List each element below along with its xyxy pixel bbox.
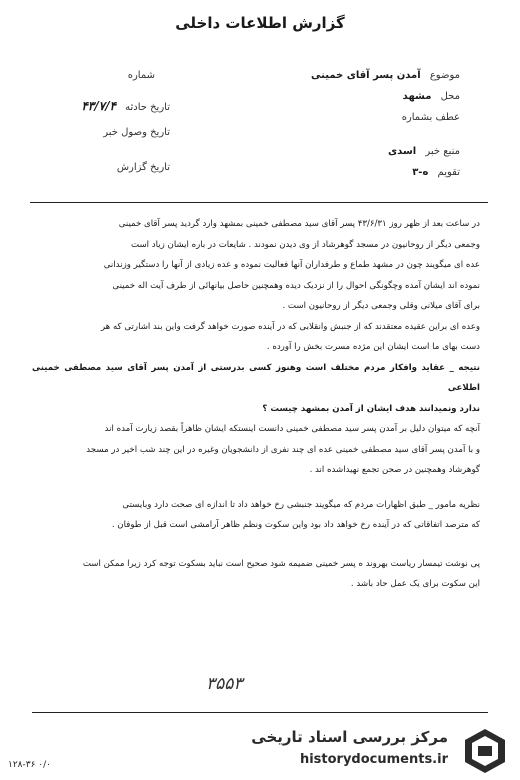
- source-value: اسدی: [388, 146, 417, 157]
- body-line: نتیجه _ عقاید وافکار مردم مختلف است وهنوز کسی بدرستی از آمدن پسر آقای سید مصطفی خمینی اطلاعی: [32, 362, 480, 393]
- place-label: محل: [440, 91, 460, 102]
- place-value: مشهد: [402, 91, 432, 102]
- archive-logo-icon: [460, 726, 510, 776]
- body-line: عده ای میگویند چون در مشهد طماع و طرفداران آنها فعالیت نموده و عده زیادی از آنها را دستگیر وزندانی: [103, 260, 480, 270]
- received-date-field: [103, 127, 170, 138]
- source-field: [388, 146, 460, 157]
- body-line: وعده ای براین عقیده معتقدند که از جنبش وانقلابی که در آینده صورت خواهد گرفت واین بند اشارتی که هر: [100, 321, 480, 332]
- watermark-title: مرکز بررسی اسناد تاریخی: [251, 728, 448, 746]
- paragraph-5: [32, 495, 480, 536]
- handwritten-number: ۳۵۵۳: [206, 674, 243, 694]
- number-field: [128, 70, 155, 81]
- subject-label: موضوع: [429, 70, 460, 81]
- report-date-field: [117, 162, 170, 173]
- body-line: در ساعت بعد از ظهر روز ۴۳/۶/۳۱ پسر آقای سید مصطفی خمینی بمشهد وارد گردید پسر آقای خمینی: [118, 219, 480, 229]
- paragraph-2: [32, 317, 480, 358]
- evaluation-value: ه-۳: [412, 167, 429, 178]
- subject-field: [311, 70, 460, 81]
- number-label: شماره: [127, 70, 155, 81]
- page-title: گزارش اطلاعات داخلی: [175, 14, 345, 32]
- watermark-url: historydocuments.ir: [299, 752, 448, 767]
- subject-value: آمدن پسر آقای خمینی: [311, 70, 421, 81]
- received-date-label: تاریخ وصول خبر: [103, 127, 170, 138]
- body-line: وجمعی دیگر از روحانیون در مسجد گوهرشاد از وی دیدن نمودند . شایعات در باره ایشان زیاد است: [131, 239, 480, 250]
- document-reference: ۱۲۸-۳۶ ۰/۰: [8, 760, 51, 770]
- place-field: [403, 91, 460, 102]
- paragraph-3: [32, 358, 480, 420]
- report-body: [32, 214, 480, 595]
- ref-field: [402, 112, 460, 123]
- body-line: و با آمدن پسر آقای سید مصطفی خمینی عده ای چند نفری از دانشجویان وغیره در این چند شب اخیر در مسجد: [86, 444, 480, 455]
- source-label: منبع خبر: [425, 146, 460, 157]
- paragraph-1: [32, 214, 480, 317]
- body-line: نموده اند ایشان آمده وچگونگی احوال را از نزدیک دیده وهمچنین حاصل بیانهائی از طرف آیت اله خمینی: [112, 280, 480, 291]
- body-line: ندارد ونمیدانند هدف ایشان از آمدن بمشهد چیست ؟: [262, 403, 480, 414]
- body-line: آنچه که میتوان دلیل بر آمدن پسر سید مصطفی خمینی دانست اینستکه ایشان ظاهراً بقصد زیارت آمده اند: [104, 424, 480, 434]
- report-date-label: تاریخ گزارش: [116, 162, 170, 173]
- body-line: نظریه مامور _ طبق اظهارات مردم که میگویند جنبشی رخ خواهد داد تا اندازه ای صحت دارد وبایستی: [122, 499, 480, 510]
- archive-watermark: [236, 724, 514, 776]
- body-line: دست بهای ما است ایشان این مژده مسرت بخش را آورده .: [266, 342, 480, 352]
- evaluation-field: [412, 167, 460, 178]
- ref-label: عطف بشماره: [401, 112, 460, 123]
- evaluation-label: تقویم: [437, 167, 460, 178]
- body-line: برای آقای میلانی وقلی وجمعی دیگر از روحانیون است .: [282, 301, 480, 311]
- paragraph-6: [32, 554, 480, 595]
- paragraph-4: [32, 419, 480, 481]
- event-date-label: تاریخ حادثه: [125, 102, 170, 113]
- header-divider: [30, 202, 488, 203]
- body-line: پی نوشت تیمسار ریاست بهروند ه پسر خمینی ضمیمه شود صحیح است نباید بسکوت توجه کرد زیرا ممکن است: [82, 558, 480, 569]
- event-date-field: [81, 99, 170, 113]
- footer-divider: [32, 712, 488, 713]
- body-line: که مترصد اتفاقاتی که در آینده رخ خواهد داد بود واین سکوت ونظم ظاهر آرامشی است قبل از طوفان .: [111, 520, 480, 530]
- event-date-value: ۴۳/۷/۴: [81, 99, 116, 113]
- body-line: گوهرشاد وهمچنین در صحن تجمع نهیداشده اند .: [309, 465, 480, 475]
- body-line: این سکوت برای یک عمل حاد باشد .: [350, 579, 480, 589]
